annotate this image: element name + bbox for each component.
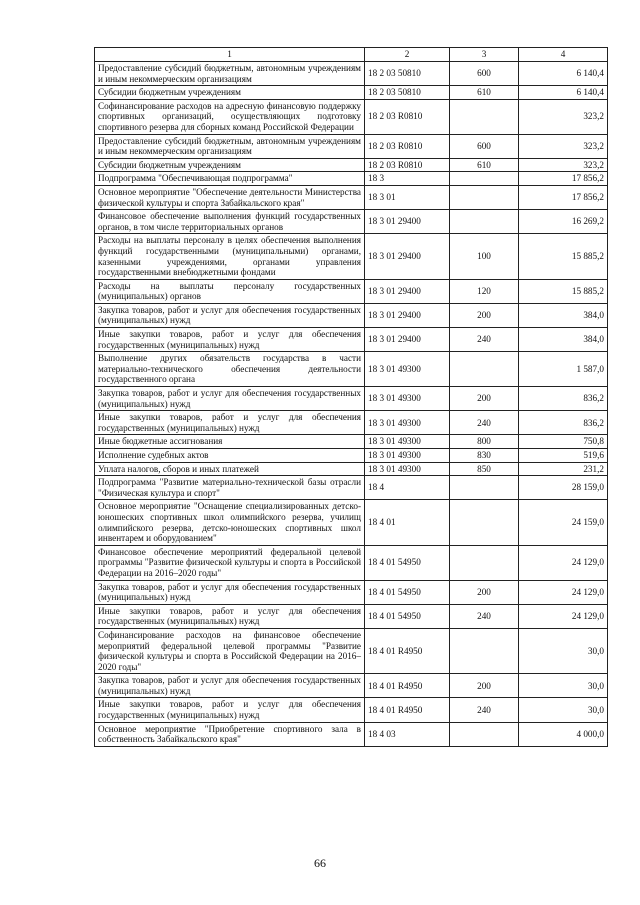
- table-row: [95, 411, 608, 435]
- header-col-3: 3: [450, 48, 519, 62]
- row-type: 120: [450, 279, 519, 303]
- row-sum: 836,2: [519, 411, 608, 435]
- row-code: 18 3: [365, 172, 450, 186]
- row-code: 18 4 01 R4950: [365, 674, 450, 698]
- table-row: [95, 545, 608, 580]
- row-sum: 1 587,0: [519, 352, 608, 387]
- row-type: 240: [450, 698, 519, 722]
- row-sum: 384,0: [519, 303, 608, 327]
- row-name: Субсидии бюджетным учреждениям: [95, 158, 365, 172]
- row-code: 18 4 01 R4950: [365, 628, 450, 673]
- page-number: 66: [314, 856, 326, 870]
- row-name: Предоставление субсидий бюджетным, автономным учреждениям и иным некоммерческим организациям: [95, 134, 365, 158]
- row-name: Иные закупки товаров, работ и услуг для обеспечения государственных (муниципальных) нужд: [95, 411, 365, 435]
- row-sum: 28 159,0: [519, 476, 608, 500]
- row-code: 18 4 01 54950: [365, 545, 450, 580]
- row-code: 18 3 01 29400: [365, 328, 450, 352]
- row-type: 200: [450, 387, 519, 411]
- row-sum: 836,2: [519, 387, 608, 411]
- row-sum: 519,6: [519, 449, 608, 463]
- table-row: [95, 328, 608, 352]
- row-sum: 323,2: [519, 99, 608, 134]
- row-type: [450, 210, 519, 234]
- table-row: [95, 580, 608, 604]
- row-type: 600: [450, 134, 519, 158]
- header-col-1: 1: [95, 48, 365, 62]
- row-name: Финансовое обеспечение выполнения функций государственных органов, в том числе территориальных органов: [95, 210, 365, 234]
- row-type: [450, 476, 519, 500]
- row-name: Иные закупки товаров, работ и услуг для обеспечения государственных (муниципальных) нужд: [95, 604, 365, 628]
- row-type: 200: [450, 580, 519, 604]
- row-type: 600: [450, 62, 519, 86]
- table-row: [95, 604, 608, 628]
- row-name: Основное мероприятие "Обеспечение деятельности Министерства физической культуры и спорта Забайкальского края": [95, 185, 365, 209]
- row-sum: 750,8: [519, 435, 608, 449]
- row-code: 18 3 01 29400: [365, 210, 450, 234]
- table-row: [95, 462, 608, 476]
- row-code: 18 4 01 54950: [365, 580, 450, 604]
- row-type: [450, 185, 519, 209]
- row-type: 850: [450, 462, 519, 476]
- row-sum: 384,0: [519, 328, 608, 352]
- row-type: [450, 500, 519, 545]
- table-row: [95, 387, 608, 411]
- row-code: 18 2 03 R0810: [365, 134, 450, 158]
- row-name: Закупка товаров, работ и услуг для обеспечения государственных (муниципальных) нужд: [95, 674, 365, 698]
- row-sum: 323,2: [519, 134, 608, 158]
- budget-table: [94, 47, 608, 747]
- row-sum: 24 159,0: [519, 500, 608, 545]
- row-sum: 17 856,2: [519, 185, 608, 209]
- row-type: 830: [450, 449, 519, 463]
- row-sum: 323,2: [519, 158, 608, 172]
- row-name: Закупка товаров, работ и услуг для обеспечения государственных (муниципальных) нужд: [95, 580, 365, 604]
- table-row: [95, 628, 608, 673]
- row-code: 18 4 01: [365, 500, 450, 545]
- row-code: 18 3 01 49300: [365, 449, 450, 463]
- row-code: 18 4 01 R4950: [365, 698, 450, 722]
- row-type: [450, 352, 519, 387]
- row-sum: 24 129,0: [519, 604, 608, 628]
- row-type: 800: [450, 435, 519, 449]
- table-row: [95, 210, 608, 234]
- row-name: Выполнение других обязательств государства в части материально-технического обеспечения деятельности государственного органа: [95, 352, 365, 387]
- row-sum: 24 129,0: [519, 580, 608, 604]
- row-name: Финансовое обеспечение мероприятий федеральной целевой программы "Развитие физической культуры и спорта в Российской Федерации на 2016–2020 годы": [95, 545, 365, 580]
- row-code: 18 2 03 R0810: [365, 99, 450, 134]
- table-row: [95, 698, 608, 722]
- row-type: 200: [450, 674, 519, 698]
- table-row: [95, 158, 608, 172]
- table-row: [95, 303, 608, 327]
- table-row: [95, 86, 608, 100]
- table-row: [95, 172, 608, 186]
- row-sum: 24 129,0: [519, 545, 608, 580]
- row-sum: 15 885,2: [519, 234, 608, 279]
- row-name: Иные закупки товаров, работ и услуг для обеспечения государственных (муниципальных) нужд: [95, 328, 365, 352]
- row-code: 18 2 03 50810: [365, 86, 450, 100]
- row-name: Субсидии бюджетным учреждениям: [95, 86, 365, 100]
- row-code: 18 3 01 49300: [365, 462, 450, 476]
- row-sum: 6 140,4: [519, 62, 608, 86]
- row-type: 240: [450, 411, 519, 435]
- table-row: [95, 500, 608, 545]
- row-type: [450, 545, 519, 580]
- row-code: 18 3 01 49300: [365, 352, 450, 387]
- row-name: Иные закупки товаров, работ и услуг для обеспечения государственных (муниципальных) нужд: [95, 698, 365, 722]
- row-type: 240: [450, 604, 519, 628]
- table-row: [95, 476, 608, 500]
- row-type: [450, 99, 519, 134]
- row-name: Подпрограмма "Развитие материально-технической базы отрасли "Физическая культура и спорт": [95, 476, 365, 500]
- table-row: [95, 279, 608, 303]
- row-code: 18 4 01 54950: [365, 604, 450, 628]
- row-type: [450, 172, 519, 186]
- row-sum: 231,2: [519, 462, 608, 476]
- row-name: Закупка товаров, работ и услуг для обеспечения государственных (муниципальных) нужд: [95, 387, 365, 411]
- row-type: 240: [450, 328, 519, 352]
- table-header-row: [95, 48, 608, 62]
- row-type: 100: [450, 234, 519, 279]
- row-name: Софинансирование расходов на финансовое обеспечение мероприятий федеральной целевой программы "Развитие физической культуры и спорта в Российской Федерации на 2016–2020 годы": [95, 628, 365, 673]
- row-type: 610: [450, 158, 519, 172]
- row-name: Уплата налогов, сборов и иных платежей: [95, 462, 365, 476]
- row-sum: 4 000,0: [519, 722, 608, 746]
- row-code: 18 2 03 R0810: [365, 158, 450, 172]
- row-code: 18 3 01 29400: [365, 279, 450, 303]
- row-type: 610: [450, 86, 519, 100]
- row-sum: 17 856,2: [519, 172, 608, 186]
- header-col-2: 2: [365, 48, 450, 62]
- row-name: Предоставление субсидий бюджетным, автономным учреждениям и иным некоммерческим организациям: [95, 62, 365, 86]
- row-name: Иные бюджетные ассигнования: [95, 435, 365, 449]
- table-row: [95, 449, 608, 463]
- row-code: 18 3 01 29400: [365, 234, 450, 279]
- table-row: [95, 99, 608, 134]
- table-row: [95, 352, 608, 387]
- row-sum: 6 140,4: [519, 86, 608, 100]
- row-sum: 15 885,2: [519, 279, 608, 303]
- row-type: [450, 628, 519, 673]
- row-name: Расходы на выплаты персоналу государственных (муниципальных) органов: [95, 279, 365, 303]
- table-row: [95, 234, 608, 279]
- header-col-4: 4: [519, 48, 608, 62]
- table-row: [95, 134, 608, 158]
- row-type: 200: [450, 303, 519, 327]
- budget-table-body: [95, 48, 608, 747]
- table-row: [95, 722, 608, 746]
- row-name: Расходы на выплаты персоналу в целях обеспечения выполнения функций государственными (муниципальными) органами, казенными учреждениями, органами управления государственными внебюджетными фондами: [95, 234, 365, 279]
- row-sum: 30,0: [519, 698, 608, 722]
- table-row: [95, 185, 608, 209]
- row-code: 18 2 03 50810: [365, 62, 450, 86]
- row-name: Софинансирование расходов на адресную финансовую поддержку спортивных организаций, осуществляющих подготовку спортивного резерва для сборных команд Российской Федерации: [95, 99, 365, 134]
- row-type: [450, 722, 519, 746]
- row-sum: 16 269,2: [519, 210, 608, 234]
- row-code: 18 4: [365, 476, 450, 500]
- row-code: 18 3 01 49300: [365, 387, 450, 411]
- row-name: Закупка товаров, работ и услуг для обеспечения государственных (муниципальных) нужд: [95, 303, 365, 327]
- row-code: 18 3 01 29400: [365, 303, 450, 327]
- table-row: [95, 62, 608, 86]
- row-code: 18 3 01 49300: [365, 411, 450, 435]
- row-name: Подпрограмма "Обеспечивающая подпрограмма": [95, 172, 365, 186]
- row-sum: 30,0: [519, 628, 608, 673]
- row-sum: 30,0: [519, 674, 608, 698]
- row-code: 18 3 01 49300: [365, 435, 450, 449]
- row-name: Основное мероприятие "Приобретение спортивного зала в собственность Забайкальского края": [95, 722, 365, 746]
- table-row: [95, 435, 608, 449]
- row-code: 18 4 03: [365, 722, 450, 746]
- table-row: [95, 674, 608, 698]
- row-name: Основное мероприятие "Оснащение специализированных детско-юношеских спортивных школ олимпийского резерва, училищ олимпийского резерва, детско-юношеских спортивных школ инвентарем и оборудованием": [95, 500, 365, 545]
- row-code: 18 3 01: [365, 185, 450, 209]
- row-name: Исполнение судебных актов: [95, 449, 365, 463]
